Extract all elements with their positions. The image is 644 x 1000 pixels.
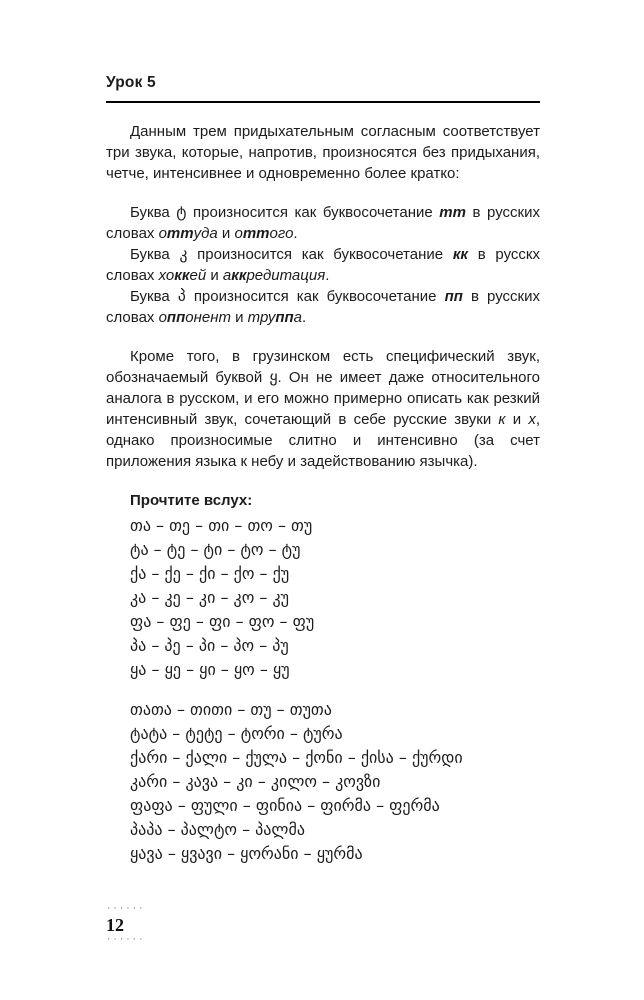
page-footer	[106, 905, 145, 945]
text-run: ей	[189, 267, 207, 284]
text-run: тт	[439, 204, 466, 221]
paragraph-specific-sound	[106, 346, 540, 472]
text-run: .	[293, 225, 298, 242]
text-run: Буква	[130, 288, 178, 305]
georgian-line: პა – პე – პი – პო – პუ	[130, 636, 289, 655]
lesson-title: Урок 5	[106, 74, 156, 91]
text-run: тт	[242, 225, 270, 242]
text-run: пп	[444, 288, 463, 305]
georgian-letter: პ	[177, 287, 186, 305]
georgian-line: კა – კე – კი – კო – კუ	[130, 588, 289, 607]
text-run: в русских словах	[106, 204, 540, 242]
text-run: .	[302, 309, 307, 326]
georgian-letter: კ	[179, 245, 188, 263]
text-run: редитация	[246, 267, 326, 284]
exercise-heading: Прочтите вслух:	[130, 492, 253, 509]
georgian-line: თა – თე – თი – თო – თუ	[130, 516, 313, 535]
header-rule	[106, 101, 540, 103]
text-run: тру	[247, 309, 276, 326]
text-run: ого	[269, 225, 294, 242]
georgian-line: ქარი – ქალი – ქულა – ქონი – ქისა – ქურდი	[130, 748, 463, 767]
georgian-line: ფაფა – ფული – ფინია – ფირმა – ფერმა	[130, 796, 440, 815]
paragraph-intro	[106, 121, 540, 184]
text-run: уда	[193, 225, 218, 242]
text-run: , однако произносимые слитно и интенсивно (за счет приложения языка к небу и задействованию язычка).	[106, 411, 540, 470]
georgian-line: ტა – ტე – ტი – ტო – ტუ	[130, 540, 301, 559]
body-text	[106, 121, 540, 472]
footer-dots-bottom: ······	[106, 935, 145, 945]
text-run: пп	[166, 309, 186, 326]
text-run: кк	[452, 246, 469, 263]
text-run: а	[293, 309, 303, 326]
word-list	[106, 698, 540, 866]
georgian-line: პაპა – პალტო – პალმა	[130, 820, 305, 839]
text-run: в русскх словах	[106, 246, 540, 284]
text-run: онент	[185, 309, 231, 326]
text-run: Буква	[130, 204, 177, 221]
georgian-line: ტატა – ტეტე – ტორი – ტურა	[130, 724, 343, 743]
footer-dots-top: ······	[106, 904, 145, 914]
text-run: и	[206, 267, 223, 284]
georgian-line: ყავა – ყვავი – ყორანი – ყურმა	[130, 844, 363, 863]
georgian-line: ყა – ყე – ყი – ყო – ყუ	[130, 660, 290, 679]
text-run: в русских словах	[106, 288, 540, 326]
text-run: произносится как буквосочетание	[186, 204, 440, 221]
text-run: а	[222, 267, 232, 284]
paragraph-letter-p	[106, 286, 540, 328]
text-run: и	[217, 225, 235, 242]
georgian-line: ქა – ქე – ქი – ქო – ქუ	[130, 564, 290, 583]
text-run: и	[505, 411, 529, 428]
syllable-list	[106, 514, 540, 682]
georgian-letter: ყ	[269, 368, 278, 386]
text-run: х	[528, 411, 536, 428]
georgian-line: კარი – კავა – კი – კილო – კოვზი	[130, 772, 381, 791]
text-run: хо	[158, 267, 175, 284]
paragraph-letter-t	[106, 202, 540, 244]
text-run: произносится как буквосочетание	[187, 246, 453, 263]
page-number: 12	[106, 915, 124, 935]
text-run: о	[158, 225, 167, 242]
paragraph-letter-k	[106, 244, 540, 286]
text-run: к	[498, 411, 506, 428]
text-run: Данным трем придыхательным согласным соответствует три звука, которые, напротив, произносятся без придыхания, четче, интенсивнее и одновременно более кратко:	[106, 123, 540, 182]
text-run: кк	[174, 267, 190, 284]
text-run: о	[234, 225, 243, 242]
text-run: о	[158, 309, 167, 326]
georgian-letter: ტ	[176, 203, 187, 221]
text-run: Буква	[130, 246, 180, 263]
text-run: Кроме того, в грузинском есть специфический звук, обозначаемый буквой	[106, 348, 540, 386]
georgian-line: ფა – ფე – ფი – ფო – ფუ	[130, 612, 315, 631]
text-run: и	[230, 309, 248, 326]
text-run: произносится как буквосочетание	[185, 288, 445, 305]
text-run: . Он не имеет даже относительного аналога в русском, и его можно примерно описать как резкий интенсивный звук, сочетающий в себе русские звуки	[106, 369, 540, 428]
text-run: .	[325, 267, 330, 284]
text-run: кк	[231, 267, 247, 284]
text-run: тт	[166, 225, 194, 242]
georgian-line: თათა – თითი – თუ – თუთა	[130, 700, 332, 719]
text-run: пп	[275, 309, 294, 326]
